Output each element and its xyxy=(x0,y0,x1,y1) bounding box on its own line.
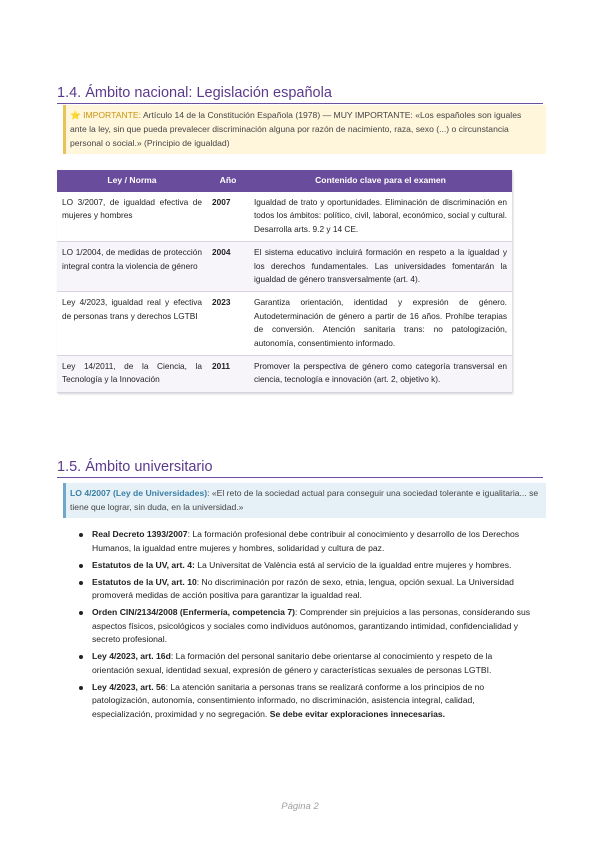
cell-ano: 2007 xyxy=(207,192,249,242)
list-item xyxy=(78,576,534,603)
list-item-title: Ley 4/2023, art. 56 xyxy=(92,681,166,692)
list-item-title: Real Decreto 1393/2007 xyxy=(92,529,188,539)
list-item-text: : No discriminación por razón de sexo, etnia, lengua, opción sexual. La Universidad promoverá medidas de acción positiva para garantizar la igualdad real. xyxy=(92,576,514,600)
table-row xyxy=(57,356,512,393)
list-item-text: : La atención sanitaria a personas trans se realizará conforme a los principios de no patologización, autonomía, consentimiento informado, no discriminación, asistencia integral, calidad, especialización, proximidad y no segregación. xyxy=(92,681,485,719)
list-item-title: Estatutos de la UV, art. 4: xyxy=(92,559,195,570)
important-callout xyxy=(63,105,546,154)
list-item-title: Ley 4/2023, art. 16d xyxy=(92,651,171,661)
star-icon: ⭐ xyxy=(70,110,81,120)
list-item-emphasis: Se debe evitar exploraciones innecesarias. xyxy=(269,708,446,719)
cell-contenido: Igualdad de trato y oportunidades. Eliminación de discriminación en todos los ámbitos: político, civil, laboral, económico, social y cultural. Desarrolla arts. 9.2 y 14 CE. xyxy=(249,192,512,242)
header-ley: Ley / Norma xyxy=(57,170,207,192)
cell-ano: 2023 xyxy=(207,292,249,356)
cell-ley: Ley 14/2011, de la Ciencia, la Tecnología y la Innovación xyxy=(57,356,207,393)
cell-ano: 2004 xyxy=(207,242,249,292)
table-row xyxy=(57,192,512,242)
list-item-text: : La formación del personal sanitario debe orientarse al conocimiento y respeto de la orientación sexual, identidad sexual, expresión de género y características sexuales de personas LGTBI. xyxy=(92,651,493,675)
legislation-table xyxy=(57,170,512,393)
cell-contenido: Promover la perspectiva de género como categoría transversal en ciencia, tecnología e innovación (art. 2, objetivo k). xyxy=(249,356,512,393)
cell-ley: LO 1/2004, de medidas de protección integral contra la violencia de género xyxy=(57,242,207,292)
cell-ley: Ley 4/2023, igualdad real y efectiva de personas trans y derechos LGTBI xyxy=(57,292,207,356)
list-item xyxy=(78,559,534,573)
cell-contenido: El sistema educativo incluirá formación en respeto a la igualdad y los derechos fundamentales. Las universidades fomentarán la igualdad de género transversalmente (art. 4). xyxy=(249,242,512,292)
important-label: IMPORTANTE: xyxy=(83,110,142,120)
quote-callout-text: : «El reto de la sociedad actual para conseguir una sociedad tolerante e igualitaria... se tiene que lograr, sin duda, en la universidad.» xyxy=(70,488,539,512)
list-item-title: Estatutos de la UV, art. 10 xyxy=(92,576,197,587)
table-row xyxy=(57,242,512,292)
header-contenido: Contenido clave para el examen xyxy=(249,170,512,192)
cell-contenido: Garantiza orientación, identidad y expresión de género. Autodeterminación de género a partir de 16 años. Prohíbe terapias de conversión. Atención sanitaria trans: no patologización, autonomía, consentimiento informado. xyxy=(249,292,512,356)
quote-law-label: LO 4/2007 (Ley de Universidades) xyxy=(70,488,208,498)
page-number: Página 2 xyxy=(281,801,319,812)
header-ano: Año xyxy=(207,170,249,192)
important-callout-text: Artículo 14 de la Constitución Española (1978) — MUY IMPORTANTE: «Los españoles son iguales ante la ley, sin que pueda prevalecer discriminación alguna por razón de nacimiento, raza, sexo (...) o circunstancia personal o social.» (Principio de igualdad) xyxy=(70,110,522,148)
list-item xyxy=(78,528,534,555)
section-heading-nacional: 1.4. Ámbito nacional: Legislación española xyxy=(57,85,543,104)
section-heading-universitario: 1.5. Ámbito universitario xyxy=(57,459,543,478)
list-item-text: : Comprender sin prejuicios a las personas, considerando sus aspectos físicos, psicológicos y sociales como individuos autónomos, garantizando intimidad, confidencialidad y secreto profesional. xyxy=(92,607,531,644)
cell-ley: LO 3/2007, de igualdad efectiva de mujeres y hombres xyxy=(57,192,207,242)
list-item-text: : La formación profesional debe contribuir al conocimiento y desarrollo de los Derechos Humanos, la igualdad entre mujeres y hombres, solidaridad y cultura de paz. xyxy=(92,529,520,553)
list-item-title: Orden CIN/2134/2008 (Enfermería, competencia 7) xyxy=(92,607,295,617)
list-item xyxy=(78,606,534,647)
list-item xyxy=(78,650,534,677)
table-header-row xyxy=(57,170,512,192)
quote-callout xyxy=(63,483,546,518)
regulation-list xyxy=(78,528,534,725)
list-item xyxy=(78,681,534,722)
table-row xyxy=(57,292,512,356)
list-item-text: La Universitat de València está al servicio de la igualdad entre mujeres y hombres. xyxy=(194,559,512,570)
cell-ano: 2011 xyxy=(207,356,249,393)
